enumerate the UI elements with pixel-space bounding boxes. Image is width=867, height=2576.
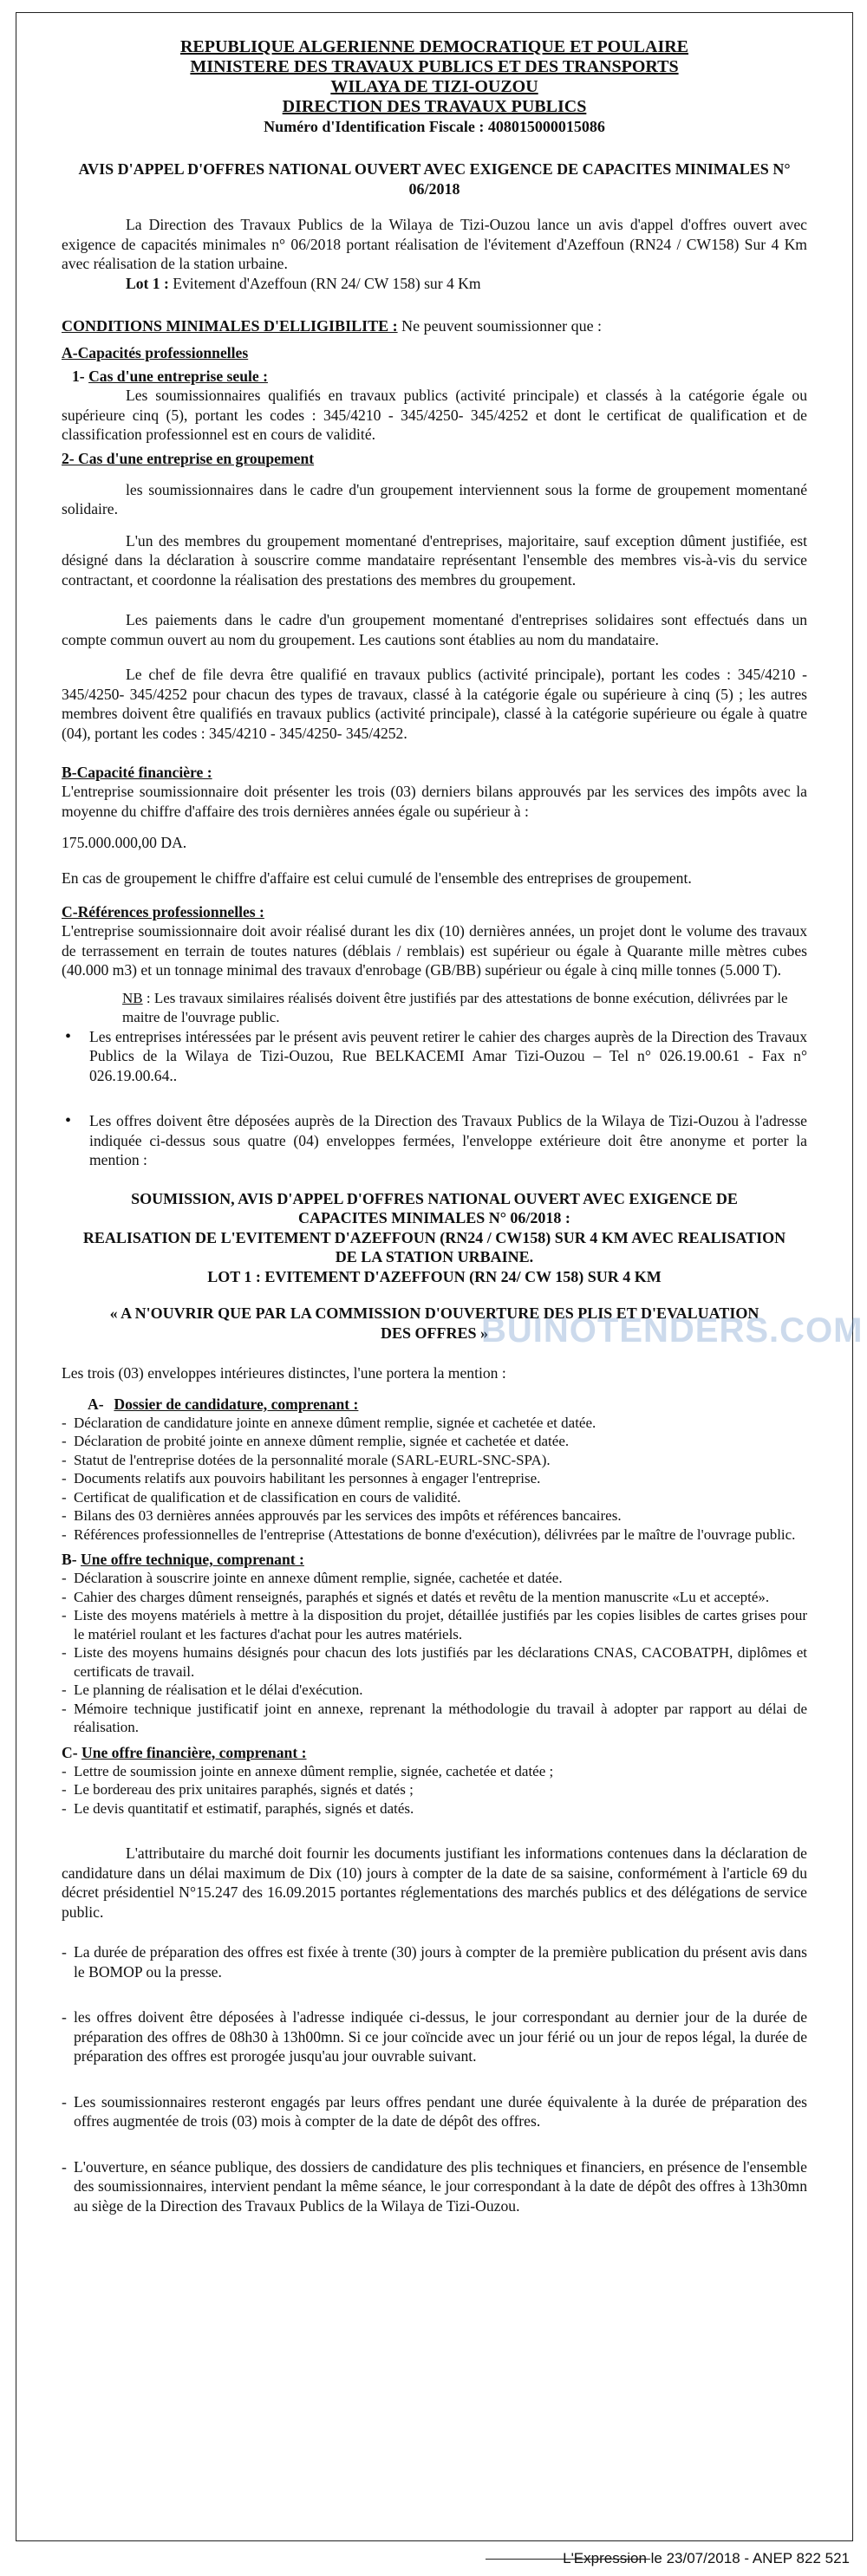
list-item: - Certificat de qualification et de classification en cours de validité.	[62, 1488, 807, 1507]
case2-p1: les soumissionnaires dans le cadre d'un groupement interviennent sous la forme de groupement momentané solidaire.	[62, 480, 807, 517]
final-list	[62, 1942, 807, 2215]
list-item: - les offres doivent être déposées à l'adresse indiquée ci-dessus, le jour correspondant au dernier jour de la durée de préparation des offres de 08h30 à 13h00mn. Si ce jour coïncide avec un jour férié ou un jour de repos légal, la durée de préparation des offres est prorogée jusqu'au jour ouvrable suivant.	[62, 2007, 807, 2066]
capacites-pro-title: A-Capacités professionnelles	[62, 344, 249, 361]
list-item: - Liste des moyens humains désignés pour chacun des lots justifiés par les déclarations CNAS, CACOBATPH, diplômes et certificats de travail.	[62, 1643, 807, 1681]
case2-p2: L'un des membres du groupement momentané d'entreprises, majoritaire, sauf exception dûment justifiée, est désigné dans la déclaration à souscrire comme mandataire représentant l'ensemble des membres vis-à-vis du service contractant, et coordonne la réalisation des prestations des membres du groupement.	[62, 531, 807, 589]
bullet-item: • Les offres doivent être déposées auprès de la Direction des Travaux Publics de la Wilaya de Tizi-Ouzou à l'adresse indiquée ci-dessus sous quatre (04) enveloppes fermées, l'enveloppe extérieure doit être anonyme et porter la mention :	[62, 1111, 807, 1170]
header-ministry: MINISTERE DES TRAVAUX PUBLICS ET DES TRANSPORTS	[190, 57, 679, 76]
financiere-list	[62, 1762, 807, 1818]
lot-text: Evitement d'Azeffoun (RN 24/ CW 158) sur 4 Km	[173, 274, 481, 292]
soumission-line: DE LA STATION URBAINE.	[335, 1248, 534, 1265]
financiere-heading: Une offre financière, comprenant :	[81, 1743, 307, 1761]
lot-line	[62, 274, 807, 294]
nb-note	[62, 989, 807, 1027]
list-item: - Déclaration de candidature jointe en annexe dûment remplie, signée et cachetée et datée.	[62, 1414, 807, 1433]
list-item: - Liste des moyens matériels à mettre à la disposition du projet, détaillée justifiés par les copies lisibles de cartes grises pour le matériel roulant et les factures d'achat pour les autres matériels.	[62, 1606, 807, 1643]
capacite-fin-p2: En cas de groupement le chiffre d'affaire est celui cumulé de l'ensemble des entreprises de groupement.	[62, 868, 692, 887]
case1-title	[62, 368, 807, 386]
technique-title	[62, 1551, 807, 1569]
list-item: - Cahier des charges dûment renseignés, paraphés et signés et datés et revêtu de la mention manuscrite «Lu et accepté».	[62, 1588, 807, 1607]
technique-heading: Une offre technique, comprenant :	[81, 1551, 304, 1568]
case1-num: 1-	[72, 368, 85, 385]
avis-title: AVIS D'APPEL D'OFFRES NATIONAL OUVERT AVEC EXIGENCE DE CAPACITES MINIMALES N° 06/2018	[78, 160, 791, 198]
soumission-block	[62, 1189, 807, 1287]
notice-frame	[16, 12, 853, 2541]
header-wilaya: WILAYA DE TIZI-OUZOU	[330, 77, 538, 96]
a-ouvrir-line: DES OFFRES »	[380, 1324, 489, 1342]
soumission-line: SOUMISSION, AVIS D'APPEL D'OFFRES NATIONAL OUVERT AVEC EXIGENCE DE	[131, 1189, 738, 1207]
nb-text: : Les travaux similaires réalisés doivent être justifiés par des attestations de bonne exécution, délivrées par le maitre de l'ouvrage public.	[122, 989, 788, 1025]
dossier-heading: Dossier de candidature, comprenant :	[114, 1395, 359, 1413]
list-item: - Lettre de soumission jointe en annexe dûment remplie, signée, cachetée et datée ;	[62, 1762, 807, 1781]
soumission-line: REALISATION DE L'EVITEMENT D'AZEFFOUN (RN24 / CW158) SUR 4 KM AVEC REALISATION	[82, 1228, 786, 1246]
financiere-title	[62, 1744, 807, 1762]
technique-list	[62, 1569, 807, 1737]
case1-text: Les soumissionnaires qualifiés en travaux publics (activité principale) et classés à la catégorie égale ou supérieure cinq (5), portant les codes : 345/4210 - 345/4250- 345/4252 et dont le certificat de qualification et de classification professionnel est en cours de validité.	[62, 387, 807, 443]
list-item: - Statut de l'entreprise dotées de la personnalité morale (SARL-EURL-SNC-SPA).	[62, 1451, 807, 1470]
case2-p3: Les paiements dans le cadre d'un groupement momentané d'entreprises solidaires sont effectués dans un compte commun ouvert au nom du groupement. Les cautions sont établies au nom du mandataire.	[62, 611, 807, 648]
case1-heading: Cas d'une entreprise seule :	[88, 368, 268, 385]
list-item: - Références professionnelles de l'entreprise (Attestations de bonne d'exécution), délivrées par le maître de l'ouvrage public.	[62, 1525, 807, 1545]
list-item: - Mémoire technique justificatif joint en annexe, reprenant la méthodologie du travail à adopter par rapport au délai de réalisation.	[62, 1700, 807, 1737]
capacite-fin-p1: L'entreprise soumissionnaire doit présenter les trois (03) derniers bilans approuvés par les services des impôts avec la moyenne du chiffre d'affaire des trois dernières années égale ou supérieur à :	[62, 783, 807, 820]
capacite-fin-amount: 175.000.000,00 DA.	[62, 834, 187, 851]
nb-label: NB	[122, 989, 143, 1006]
header	[62, 37, 807, 137]
list-item: - Documents relatifs aux pouvoirs habilitant les personnes à engager l'entreprise.	[62, 1469, 807, 1488]
header-republic: REPUBLIQUE ALGERIENNE DEMOCRATIQUE ET POULAIRE	[179, 37, 689, 56]
lot-label: Lot 1 :	[126, 274, 169, 292]
financiere-letter: C-	[62, 1743, 78, 1761]
soumission-line: LOT 1 : EVITEMENT D'AZEFFOUN (RN 24/ CW 158) SUR 4 KM	[207, 1267, 662, 1285]
list-item: - Déclaration de probité jointe en annexe dûment remplie, signée et cachetée et datée.	[62, 1432, 807, 1451]
technique-letter: B-	[62, 1551, 77, 1568]
a-ouvrir-line: « A N'OUVRIR QUE PAR LA COMMISSION D'OUVERTURE DES PLIS ET D'EVALUATION	[109, 1304, 759, 1322]
header-nif: Numéro d'Identification Fiscale : 408015000015086	[264, 118, 605, 135]
watermark: BUINOTENDERS.COM	[481, 1311, 864, 1350]
intro-paragraph: La Direction des Travaux Publics de la Wilaya de Tizi-Ouzou lance un avis d'appel d'offres ouvert avec exigence de capacités minimales n° 06/2018 portant réalisation de l'évitement d'Azeffoun (RN24 / CW158) Sur 4 Km avec réalisation de la station urbaine.	[62, 216, 807, 272]
envelopes-intro: Les trois (03) enveloppes intérieures distinctes, l'une portera la mention :	[62, 1364, 506, 1382]
references-p1: L'entreprise soumissionnaire doit avoir réalisé durant les dix (10) dernières années, un projet dont le volume des travaux de terrassement en terrain de toutes natures (déblais / remblais) est supérieur ou égale à Quarante mille mètres cubes (40.000 m3) et un tonnage minimal des travaux d'enrobage (GB/BB) supérieur ou égale à cinq mille tonnes (5.000 T).	[62, 922, 807, 979]
attributaire-paragraph: L'attributaire du marché doit fournir les documents justifiant les informations contenues dans la déclaration de candidature dans un délai maximum de Dix (10) jours à compter de la date de sa saisine, conformément à l'article 69 du décret présidentiel N°15.247 des 16.09.2015 portantes réglementations des marchés publics et des délégations de service public.	[62, 1844, 807, 1921]
list-item: - Le devis quantitatif et estimatif, paraphés, signés et datés.	[62, 1799, 807, 1818]
case2-p4: Le chef de file devra être qualifié en travaux publics (activité principale), portant les codes : 345/4210 - 345/4250- 345/4252 pour chacun des types de travaux, classé à la catégorie égale ou supérieure à cinq (5) ; les autres membres doivent être qualifiés en travaux publics (activité principale), classé à la catégorie supérieure ou égale à quatre (04), portant les codes : 345/4210 - 345/4250- 345/4252.	[62, 666, 807, 742]
footer-publication: L'Expression le 23/07/2018 - ANEP 822 521	[563, 2550, 850, 2566]
dossier-letter: A-	[88, 1395, 104, 1413]
list-item: - Déclaration à souscrire jointe en annexe dûment remplie, signée, cachetée et datée.	[62, 1569, 807, 1588]
dossier-list	[62, 1414, 807, 1545]
a-ouvrir-block	[62, 1304, 807, 1343]
dossier-title	[62, 1395, 807, 1414]
list-item: - Bilans des 03 dernières années approuvés par les services des impôts et références bancaires.	[62, 1506, 807, 1525]
soumission-line: CAPACITES MINIMALES N° 06/2018 :	[298, 1209, 570, 1226]
list-item: - La durée de préparation des offres est fixée à trente (30) jours à compter de la première publication du présent avis dans le BOMOP ou la presse.	[62, 1942, 807, 1981]
references-title: C-Références professionnelles :	[62, 903, 264, 920]
list-item: - Le bordereau des prix unitaires paraphés, signés et datés ;	[62, 1780, 807, 1799]
conditions-title	[62, 317, 807, 335]
list-item: - L'ouverture, en séance publique, des dossiers de candidature des plis techniques et financiers, en présence de l'ensemble des soumissionnaires, intervient pendant la même séance, le jour correspondant à la date de dépôt des offres à 13h30mn au siège de la Direction des Travaux Publics de la Wilaya de Tizi-Ouzou.	[62, 2157, 807, 2216]
list-item: - Le planning de réalisation et le délai d'exécution.	[62, 1681, 807, 1700]
bullet-item: • Les entreprises intéressées par le présent avis peuvent retirer le cahier des charges auprès de la Direction des Travaux Publics de la Wilaya de Tizi-Ouzou, Rue BELKACEMI Amar Tizi-Ouzou – Tel n° 026.19.00.61 - Fax n° 026.19.00.64..	[62, 1027, 807, 1086]
list-item: - Les soumissionnaires resteront engagés par leurs offres pendant une durée équivalente à la durée de préparation des offres augmentée de trois (03) mois à compter de la date de dépôt des offres.	[62, 2092, 807, 2131]
conditions-suffix: Ne peuvent soumissionner que :	[401, 317, 603, 335]
case2-title: 2- Cas d'une entreprise en groupement	[62, 449, 315, 467]
bullet-list	[62, 1027, 807, 1170]
capacite-fin-title: B-Capacité financière :	[62, 764, 212, 781]
header-direction: DIRECTION DES TRAVAUX PUBLICS	[282, 97, 587, 116]
conditions-heading: CONDITIONS MINIMALES D'ELLIGIBILITE :	[62, 317, 398, 335]
